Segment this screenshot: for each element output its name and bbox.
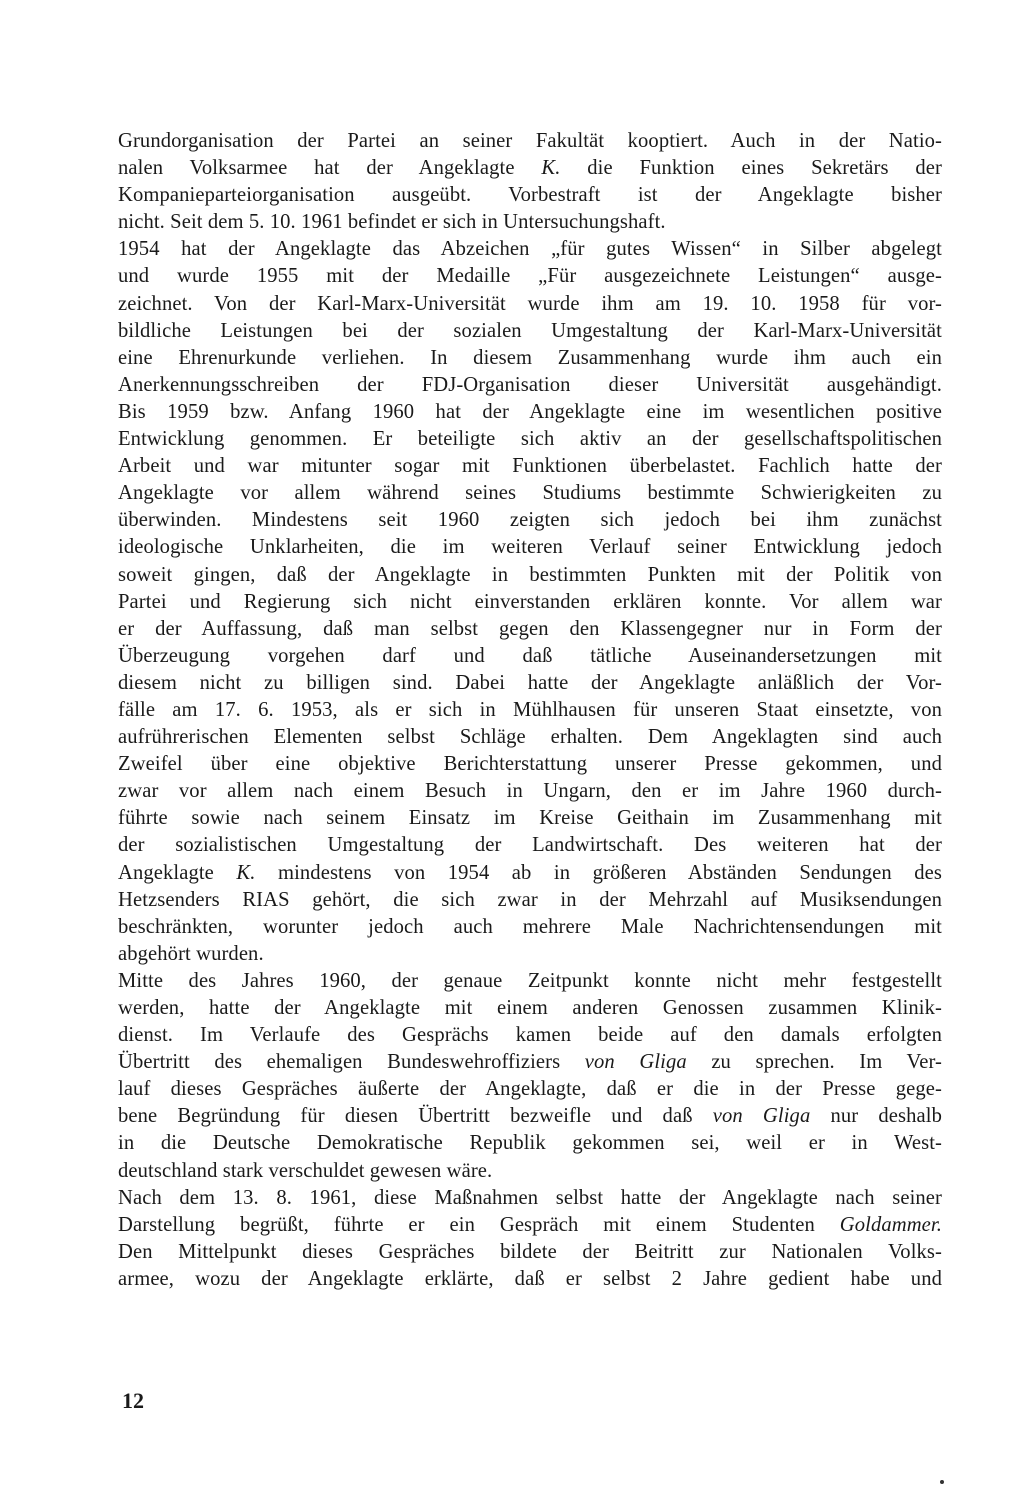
text-line: ideologische Unklarheiten, die im weiteren Verlauf seiner Entwicklung jedoch: [118, 536, 942, 559]
text-line: Partei und Regierung sich nicht einverstanden erklären konnte. Vor allem war: [118, 590, 942, 613]
text-line: Überzeugung vorgehen darf und daß tätliche Auseinandersetzungen mit: [118, 644, 942, 667]
text-line: bildliche Leistungen bei der sozialen Umgestaltung der Karl-Marx-Universität: [118, 319, 942, 342]
text-line: überwinden. Mindestens seit 1960 zeigten sich jedoch bei ihm zunächst: [118, 509, 942, 532]
text-line: Zweifel über eine objektive Berichterstattung unserer Presse gekommen, und: [118, 753, 942, 776]
text-line: lauf dieses Gespräches äußerte der Angeklagte, daß er die in der Presse gege-: [118, 1078, 942, 1101]
text-line: armee, wozu der Angeklagte erklärte, daß er selbst 2 Jahre gedient habe und: [118, 1267, 942, 1290]
text-line: Darstellung begrüßt, führte er ein Gespräch mit einem Studenten Goldammer.: [118, 1213, 942, 1236]
text-line: zeichnet. Von der Karl-Marx-Universität wurde ihm am 19. 10. 1958 für vor-: [118, 292, 942, 315]
text-line: fälle am 17. 6. 1953, als er sich in Mühlhausen für unseren Staat einsetzte, von: [118, 698, 942, 721]
text-line: Nach dem 13. 8. 1961, diese Maßnahmen selbst hatte der Angeklagte nach seiner: [118, 1186, 942, 1209]
text-line: Entwicklung genommen. Er beteiligte sich aktiv an der gesellschaftspolitischen: [118, 428, 942, 451]
text-line: Den Mittelpunkt dieses Gespräches bildete der Beitritt zur Nationalen Volks-: [118, 1240, 942, 1263]
text-line: soweit gingen, daß der Angeklagte in bestimmten Punkten mit der Politik von: [118, 563, 942, 586]
text-line: Grundorganisation der Partei an seiner Fakultät kooptiert. Auch in der Natio-: [118, 130, 942, 152]
text-line: beschränkten, worunter jedoch auch mehrere Male Nachrichtensendungen mit: [118, 915, 942, 938]
text-line: Übertritt des ehemaligen Bundeswehroffiziers von Gliga zu sprechen. Im Ver-: [118, 1051, 942, 1074]
text-line: nicht. Seit dem 5. 10. 1961 befindet er sich in Untersuchungshaft.: [118, 211, 666, 234]
text-line: eine Ehrenurkunde verliehen. In diesem Zusammenhang wurde ihm auch ein: [118, 346, 942, 369]
page-number: 12: [122, 1388, 144, 1413]
text-line: zwar vor allem nach einem Besuch in Ungarn, den er im Jahre 1960 durch-: [118, 780, 942, 803]
text-line: werden, hatte der Angeklagte mit einem anderen Genossen zusammen Klinik-: [118, 997, 942, 1019]
text-line: diesem nicht zu billigen sind. Dabei hatte der Angeklagte anläßlich der Vor-: [118, 671, 942, 694]
text-line: abgehört wurden.: [118, 942, 264, 965]
text-line: in die Deutsche Demokratische Republik gekommen sei, weil er in West-: [118, 1132, 942, 1155]
text-line: der sozialistischen Umgestaltung der Landwirtschaft. Des weiteren hat der: [118, 834, 942, 857]
text-line: Arbeit und war mitunter sogar mit Funktionen überbelastet. Fachlich hatte der: [118, 455, 942, 478]
text-line: nalen Volksarmee hat der Angeklagte K. die Funktion eines Sekretärs der: [118, 157, 942, 180]
text-line: und wurde 1955 mit der Medaille „Für ausgezeichnete Leistungen“ ausge-: [118, 265, 942, 288]
text-line: Kompanieparteiorganisation ausgeübt. Vorbestraft ist der Angeklagte bisher: [118, 184, 942, 207]
text-line: aufrührerischen Elementen selbst Schläge erhalten. Dem Angeklagten sind auch: [118, 726, 942, 749]
text-line: Bis 1959 bzw. Anfang 1960 hat der Angeklagte eine im wesentlichen positive: [118, 400, 942, 423]
text-line: Hetzsenders RIAS gehört, die sich zwar in der Mehrzahl auf Musiksendungen: [118, 888, 942, 911]
text-line: 1954 hat der Angeklagte das Abzeichen „für gutes Wissen“ in Silber abgelegt: [118, 238, 942, 261]
body-text: [118, 128, 942, 1293]
text-line: führte sowie nach seinem Einsatz im Kreise Geithain im Zusammenhang mit: [118, 807, 942, 830]
text-line: Angeklagte K. mindestens von 1954 ab in größeren Abständen Sendungen des: [118, 861, 942, 884]
text-line: Mitte des Jahres 1960, der genaue Zeitpunkt konnte nicht mehr festgestellt: [118, 969, 942, 992]
text-line: dienst. Im Verlaufe des Gesprächs kamen beide auf den damals erfolgten: [118, 1024, 942, 1047]
text-line: Anerkennungsschreiben der FDJ-Organisation dieser Universität ausgehändigt.: [118, 373, 942, 396]
text-line: er der Auffassung, daß man selbst gegen den Klassengegner nur in Form der: [118, 617, 942, 640]
text-line: Angeklagte vor allem während seines Studiums bestimmte Schwierigkeiten zu: [118, 482, 942, 505]
text-line: deutschland stark verschuldet gewesen wäre.: [118, 1159, 493, 1182]
text-line: bene Begründung für diesen Übertritt bezweifle und daß von Gliga nur deshalb: [118, 1105, 942, 1128]
scan-speck: [940, 1480, 944, 1484]
